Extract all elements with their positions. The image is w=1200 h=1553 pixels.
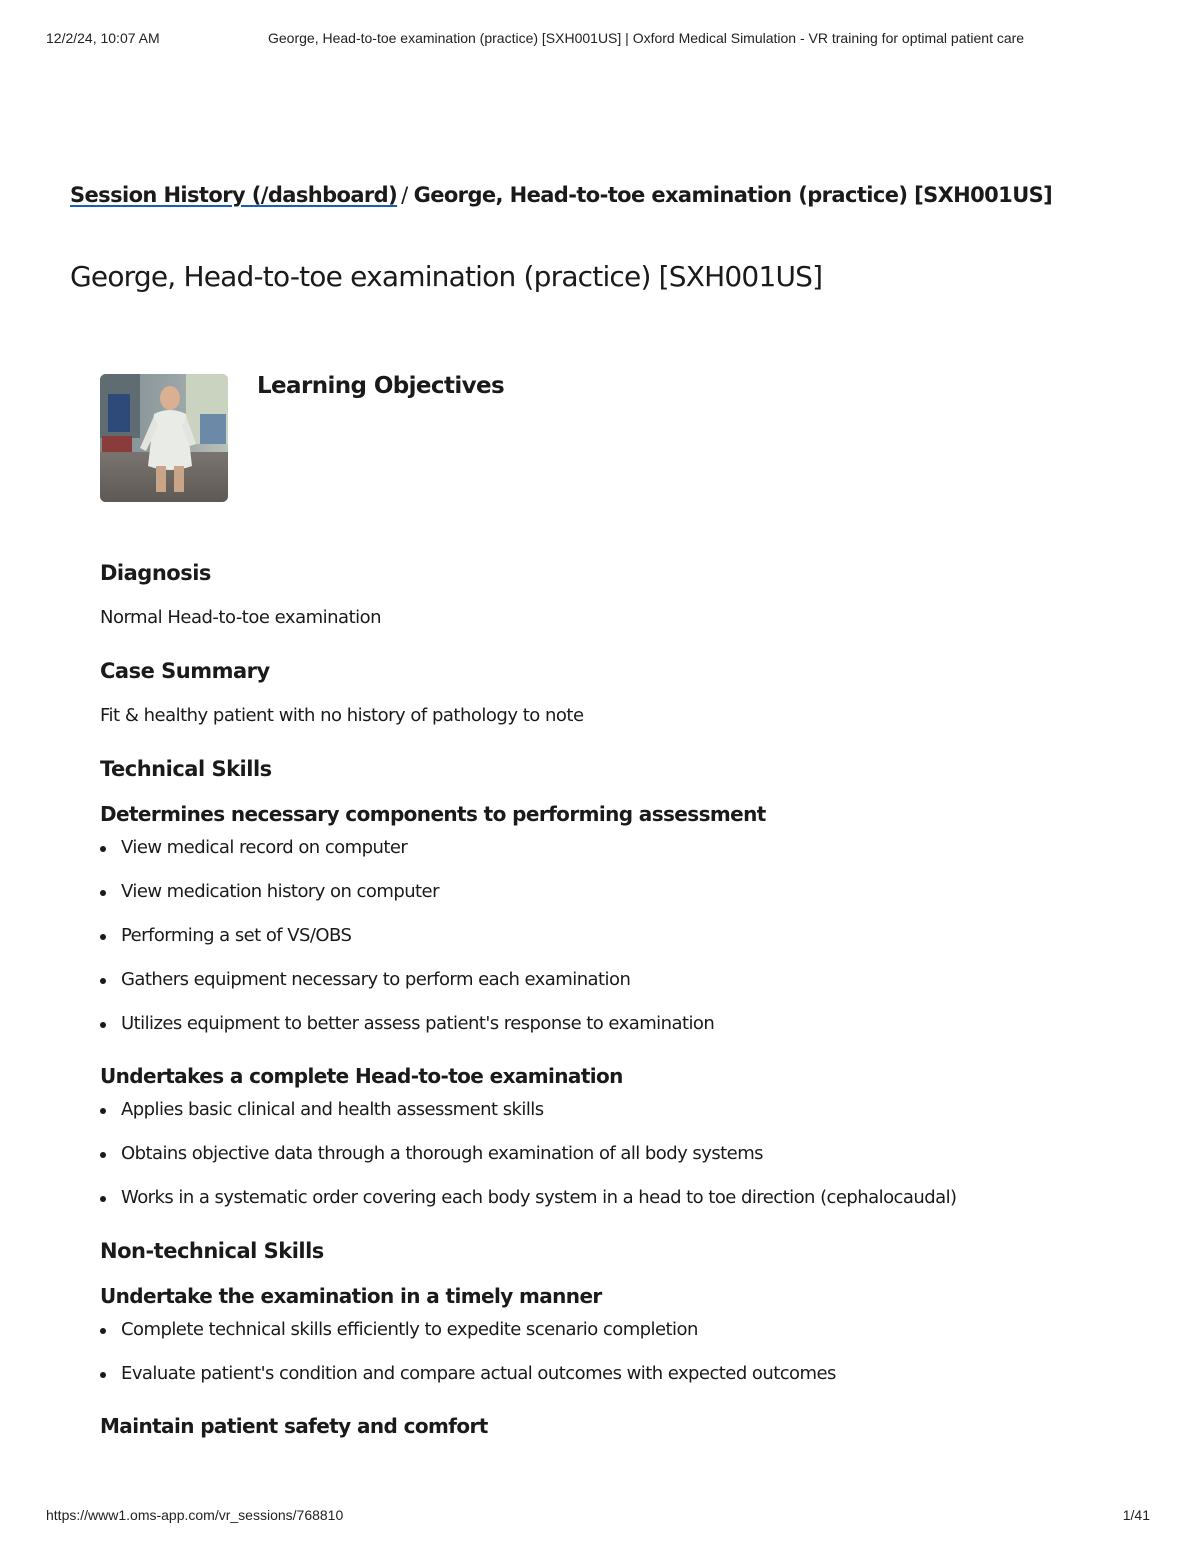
technical-skills-heading: Technical Skills bbox=[100, 757, 272, 781]
diagnosis-heading: Diagnosis bbox=[100, 561, 211, 585]
list-item: Evaluate patient's condition and compare actual outcomes with expected outcomes bbox=[100, 1360, 1140, 1394]
non-technical-skills-heading: Non-technical Skills bbox=[100, 1239, 324, 1263]
learning-objectives-heading: Learning Objectives bbox=[257, 373, 505, 399]
list-item: Performing a set of VS/OBS bbox=[100, 922, 1140, 966]
list-item: Applies basic clinical and health assessment skills bbox=[100, 1096, 1140, 1140]
breadcrumb-current: George, Head-to-toe examination (practice) [SXH001US] bbox=[413, 183, 1053, 207]
case-summary-heading: Case Summary bbox=[100, 659, 270, 683]
breadcrumb-separator: / bbox=[401, 183, 408, 207]
skill-group-heading: Determines necessary components to performing assessment bbox=[100, 802, 766, 826]
breadcrumb bbox=[70, 183, 1052, 207]
print-footer bbox=[46, 1507, 1150, 1527]
diagnosis-text: Normal Head-to-toe examination bbox=[100, 607, 382, 628]
skill-list bbox=[100, 834, 1140, 1044]
skill-list bbox=[100, 1096, 1140, 1218]
list-item: Gathers equipment necessary to perform each examination bbox=[100, 966, 1140, 1010]
patient-avatar bbox=[100, 374, 228, 502]
breadcrumb-session-history-link[interactable]: Session History (/dashboard) bbox=[70, 183, 398, 207]
skill-list bbox=[100, 1316, 1140, 1394]
print-page-number: 1/41 bbox=[1122, 1507, 1150, 1523]
print-document-title: George, Head-to-toe examination (practice) [SXH001US] | Oxford Medical Simulation - VR training for optimal patient care bbox=[268, 30, 1025, 46]
skill-group-heading: Undertake the examination in a timely manner bbox=[100, 1284, 602, 1308]
list-item: View medical record on computer bbox=[100, 834, 1140, 878]
print-header bbox=[46, 30, 1154, 50]
list-item: Utilizes equipment to better assess patient's response to examination bbox=[100, 1010, 1140, 1044]
skill-group-heading: Maintain patient safety and comfort bbox=[100, 1414, 488, 1438]
patient-avatar-image bbox=[100, 374, 228, 502]
list-item: Complete technical skills efficiently to expedite scenario completion bbox=[100, 1316, 1140, 1360]
case-summary-text: Fit & healthy patient with no history of pathology to note bbox=[100, 705, 584, 726]
list-item: Obtains objective data through a thorough examination of all body systems bbox=[100, 1140, 1140, 1184]
page-title: George, Head-to-toe examination (practice) [SXH001US] bbox=[70, 260, 823, 293]
print-date: 12/2/24, 10:07 AM bbox=[46, 30, 160, 46]
list-item: View medication history on computer bbox=[100, 878, 1140, 922]
learning-objectives-sections bbox=[100, 558, 1140, 1446]
list-item: Works in a systematic order covering each body system in a head to toe direction (cephalocaudal) bbox=[100, 1184, 1140, 1218]
skill-group-heading: Undertakes a complete Head-to-toe examination bbox=[100, 1064, 623, 1088]
print-url: https://www1.oms-app.com/vr_sessions/768810 bbox=[46, 1507, 344, 1523]
